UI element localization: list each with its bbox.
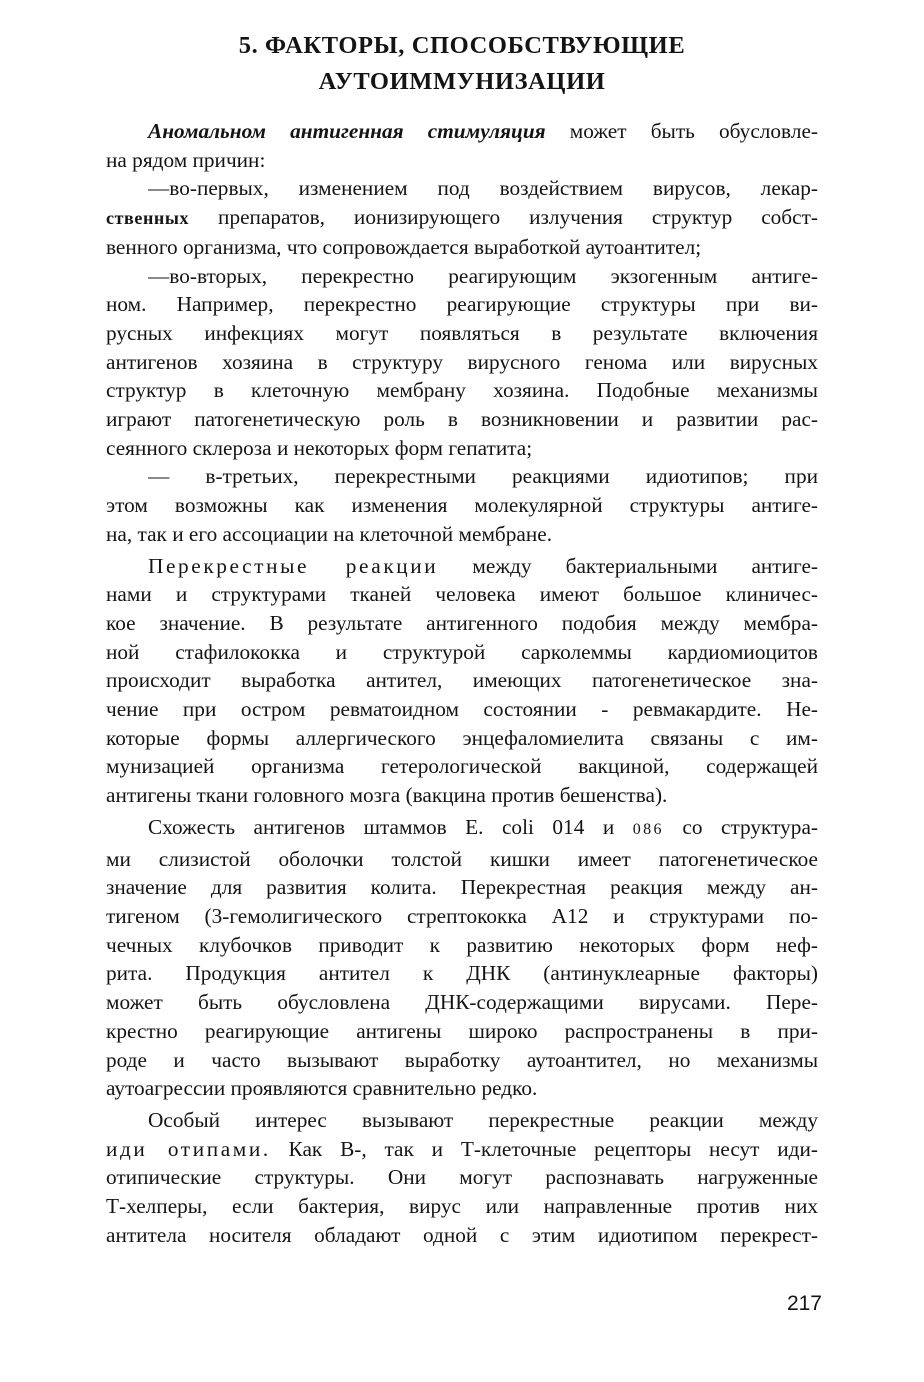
paragraph-6-line: чечных клубочков приводит к развитию некоторых форм неф- [106, 932, 818, 957]
paragraph-5-line: мунизацией организма гетерологической вакциной, содержащей [106, 754, 818, 779]
bold-word: ственных [106, 208, 190, 229]
paragraph-3-line: —во-вторых, перекрестно реагирующим экзогенным антиге- [148, 263, 818, 288]
paragraph-5-line: происходит выработка антител, имеющих патогенетическое зна- [106, 668, 818, 693]
paragraph-5-line: чение при остром ревматоидном состоянии - ревмакардите. Не- [106, 697, 818, 722]
paragraph-3-line: структур в клеточную мембрану хозяина. Подобные механизмы [106, 378, 818, 403]
paragraph-3-line: ном. Например, перекрестно реагирующие структуры при ви- [106, 292, 818, 317]
paragraph-3-line: русных инфекциях могут появляться в результате включения [106, 320, 818, 345]
body-text [106, 117, 818, 1249]
paragraph-4-line: этом возможны как изменения молекулярной структуры антиге- [106, 493, 818, 518]
paragraph-6-line: крестно реагирующие антигены широко распространены в при- [106, 1018, 818, 1043]
paragraph-5-line: которые формы аллергического энцефаломиелита связаны с им- [106, 725, 818, 750]
paragraph-7-line: иди отипами. Как В-, так и Т-клеточные рецепторы несут иди- [106, 1136, 818, 1161]
paragraph-6-line: значение для развития колита. Перекрестная реакция между ан- [106, 875, 818, 900]
paragraph-5-line: кое значение. В результате антигенного подобия между мембра- [106, 610, 818, 635]
paragraph-6-line: аутоагрессии проявляются сравнительно редко. [106, 1076, 538, 1101]
spaced-term: Перекрестные реакции [148, 553, 439, 578]
paragraph-2-line: венного организма, что сопровождается выработкой аутоантител; [106, 234, 702, 259]
paragraph-4-line: — в-третьих, перекрестными реакциями идиотипов; при [148, 464, 818, 489]
emphasis-text: Аномальном антигенная стимуляция [148, 119, 546, 143]
page-number: 217 [786, 1292, 822, 1315]
paragraph-2-line: ственных препаратов, ионизирующего излучения структур собст- [106, 205, 818, 230]
paragraph-5-line: Перекрестные реакции между бактериальными антиге- [148, 553, 819, 578]
paragraph-7-line: антитела носителя обладают одной с этим идиотипом перекрест- [106, 1222, 818, 1247]
paragraph-6-line: может быть обусловлена ДНК-содержащими вирусами. Пере- [106, 990, 818, 1015]
paragraph-7-line: Т-хелперы, если бактерия, вирус или направленные против них [106, 1194, 818, 1219]
paragraph-1-line: Аномальном антигенная стимуляция может быть обусловле- [148, 119, 818, 143]
paragraph-4-line: на, так и его ассоциации на клеточной мембране. [106, 521, 553, 546]
paragraph-1-line: на рядом причин: [106, 147, 266, 172]
paragraph-5-line: нами и структурами тканей человека имеют большое клиничес- [106, 582, 818, 607]
paragraph-6-line: Схожесть антигенов штаммов E. coli 014 и 086 со структура- [148, 814, 818, 839]
paragraph-6-line: ми слизистой оболочки толстой кишки имеет патогенетическое [106, 846, 818, 871]
paragraph-3-line: сеянного склероза и некоторых форм гепатита; [106, 435, 533, 460]
paragraph-5-line: антигены ткани головного мозга (вакцина против бешенства). [106, 783, 668, 808]
chapter-title-line-2: АУТОИММУНИЗАЦИИ [318, 68, 606, 95]
paragraph-3-line: антигенов хозяина в структуру вирусного генома или вирусных [106, 349, 818, 374]
spaced-term: иди отипами. [106, 1136, 271, 1161]
paragraph-5-line: ной стафилококка и структурой сарколеммы кардиомиоцитов [106, 639, 818, 664]
paragraph-6-line: тигеном (3-гемолигического стрептококка А12 и структурами по- [106, 903, 818, 928]
paragraph-2-line: —во-первых, изменением под воздействием вирусов, лекар- [148, 176, 818, 201]
paragraph-6-line: рита. Продукция антител к ДНК (антинуклеарные факторы) [106, 961, 818, 986]
paragraph-7-line: Особый интерес вызывают перекрестные реакции между [148, 1107, 818, 1132]
chapter-title-line-1: 5. ФАКТОРЫ, СПОСОБСТВУЮЩИЕ [238, 32, 686, 59]
paragraph-7-line: отипические структуры. Они могут распознавать нагруженные [106, 1165, 818, 1190]
paragraph-3-line: играют патогенетическую роль в возникновении и развитии рас- [106, 407, 818, 432]
paragraph-6-line: роде и часто вызывают выработку аутоантител, но механизмы [106, 1047, 818, 1072]
strain-number: 086 [632, 820, 664, 838]
